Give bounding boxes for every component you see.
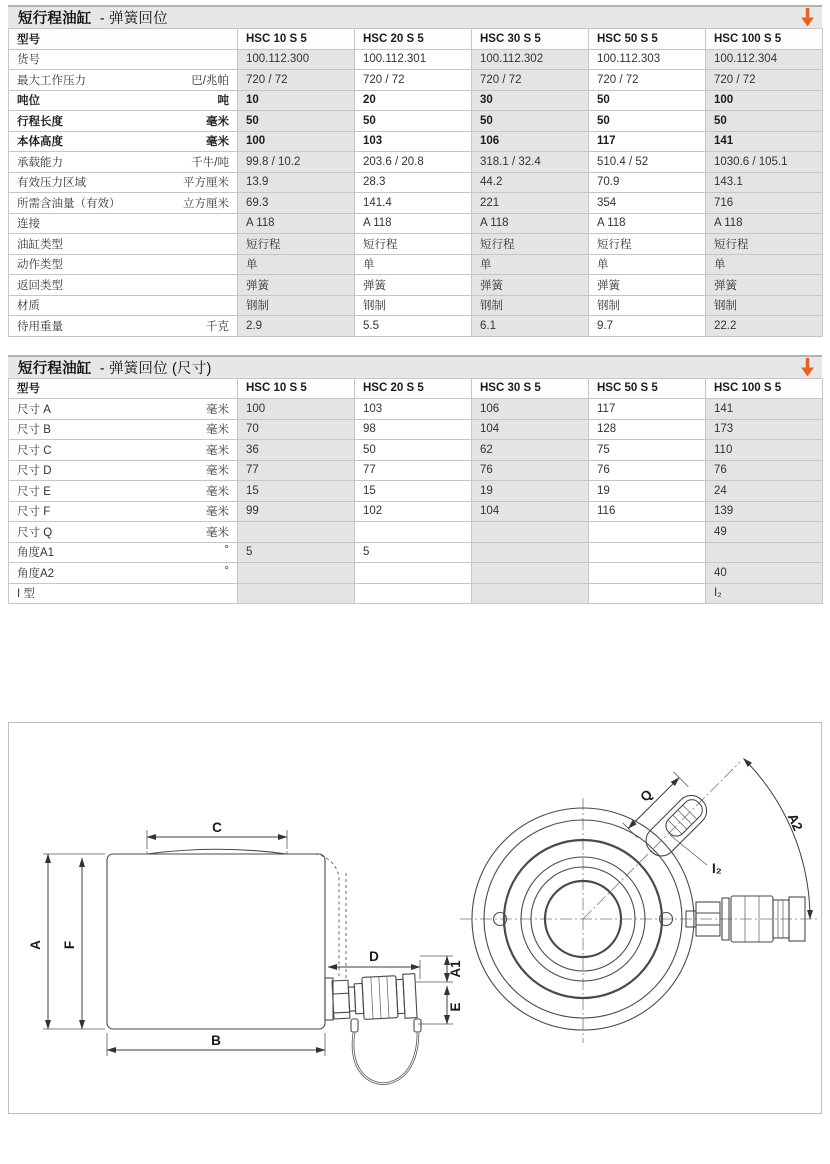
row-unit: ° <box>224 544 229 557</box>
row-label: 有效压力区域 <box>17 177 86 190</box>
spec-value-cell: 100.112.304 <box>706 49 823 70</box>
section-title <box>18 7 168 28</box>
spec-value-cell: 106 <box>472 131 589 152</box>
row-label-cell <box>9 193 238 214</box>
spec-value-cell: 弹簧 <box>706 275 823 296</box>
table-row <box>9 131 823 152</box>
dim-label-e: E <box>448 1002 463 1012</box>
row-label: 尺寸 F <box>17 506 51 519</box>
table-row <box>9 460 823 481</box>
spec-value-cell: 19 <box>472 481 589 502</box>
row-label-cell <box>9 172 238 193</box>
spec-value-cell: 弹簧 <box>589 275 706 296</box>
spec-value-cell: 49 <box>706 522 823 543</box>
spec-value-cell <box>238 563 355 584</box>
row-label-cell <box>9 563 238 584</box>
spec-value-cell: 100 <box>238 399 355 420</box>
row-label: 尺寸 Q <box>17 526 53 539</box>
dim-label-a2: A2 <box>784 811 806 834</box>
model-header-cell: HSC 50 S 5 <box>589 29 706 50</box>
row-label: 材质 <box>17 300 40 313</box>
spec-value-cell: 24 <box>706 481 823 502</box>
dim-label-f: F <box>62 940 77 950</box>
row-label: 货号 <box>17 54 40 67</box>
row-label-cell <box>9 522 238 543</box>
table-row <box>9 563 823 584</box>
section-title-main: 短行程油缸 <box>18 11 92 27</box>
cylinder-drawing-svg <box>9 723 821 1113</box>
technical-drawing <box>8 722 822 1114</box>
spec-value-cell: 100 <box>706 90 823 111</box>
row-label-cell <box>9 542 238 563</box>
row-header-label: 型号 <box>17 33 40 46</box>
spec-value-cell: 单 <box>238 254 355 275</box>
spec-value-cell: 77 <box>238 460 355 481</box>
table-row <box>9 152 823 173</box>
table-row <box>9 275 823 296</box>
row-label: I 型 <box>17 588 35 601</box>
spec-value-cell: 钢制 <box>589 295 706 316</box>
dim-label-d: D <box>369 949 379 964</box>
table-row <box>9 193 823 214</box>
model-header-cell: HSC 20 S 5 <box>355 29 472 50</box>
spec-value-cell: 5 <box>238 542 355 563</box>
row-label-cell <box>9 460 238 481</box>
section-title <box>18 357 211 378</box>
table-row <box>9 234 823 255</box>
section-title-bar <box>8 355 822 378</box>
spec-value-cell: 短行程 <box>238 234 355 255</box>
spec-value-cell: 1030.6 / 105.1 <box>706 152 823 173</box>
spec-value-cell: 弹簧 <box>238 275 355 296</box>
row-label-cell <box>9 131 238 152</box>
spec-value-cell: 50 <box>355 440 472 461</box>
row-unit: 毫米 <box>206 115 229 128</box>
row-unit: 毫米 <box>206 444 229 457</box>
spec-value-cell <box>589 542 706 563</box>
spec-value-cell: 104 <box>472 501 589 522</box>
spec-value-cell: 75 <box>589 440 706 461</box>
row-label: 尺寸 B <box>17 424 51 437</box>
section-title-main: 短行程油缸 <box>18 360 92 377</box>
row-label-cell <box>9 254 238 275</box>
model-header-cell: HSC 100 S 5 <box>706 29 823 50</box>
row-label: 最大工作压力 <box>17 74 86 87</box>
row-unit: 毫米 <box>206 136 229 149</box>
table-row <box>9 419 823 440</box>
spec-value-cell <box>589 583 706 604</box>
spec-value-cell: 117 <box>589 399 706 420</box>
spec-value-cell: 36 <box>238 440 355 461</box>
row-label-cell <box>9 295 238 316</box>
row-unit: 毫米 <box>206 506 229 519</box>
row-label: 返回类型 <box>17 279 63 292</box>
row-unit: 平方厘米 <box>183 177 229 190</box>
row-label: 尺寸 D <box>17 465 52 478</box>
spec-value-cell: 弹簧 <box>355 275 472 296</box>
spec-value-cell: A 118 <box>589 213 706 234</box>
row-header-label: 型号 <box>17 383 40 396</box>
spec-value-cell: 720 / 72 <box>238 70 355 91</box>
spec-value-cell: 短行程 <box>355 234 472 255</box>
spec-value-cell: 77 <box>355 460 472 481</box>
spec-value-cell: 100.112.301 <box>355 49 472 70</box>
spec-value-cell <box>355 563 472 584</box>
model-header-cell: HSC 30 S 5 <box>472 378 589 399</box>
row-label-cell <box>9 419 238 440</box>
spec-value-cell: 20 <box>355 90 472 111</box>
row-label-cell <box>9 501 238 522</box>
spec-value-cell: 短行程 <box>472 234 589 255</box>
spec-value-cell: 203.6 / 20.8 <box>355 152 472 173</box>
spec-value-cell: 钢制 <box>238 295 355 316</box>
spec-value-cell: 短行程 <box>589 234 706 255</box>
side-view <box>28 820 463 1084</box>
spec-value-cell: 100 <box>238 131 355 152</box>
spec-value-cell: 2.9 <box>238 316 355 337</box>
row-label-cell <box>9 152 238 173</box>
spec-value-cell: 50 <box>589 111 706 132</box>
model-header-cell: HSC 30 S 5 <box>472 29 589 50</box>
spec-value-cell: 720 / 72 <box>355 70 472 91</box>
row-label: 角度A2 <box>17 567 55 580</box>
spec-value-cell: 69.3 <box>238 193 355 214</box>
spec-value-cell: 单 <box>706 254 823 275</box>
spec-value-cell: 短行程 <box>706 234 823 255</box>
dim-label-a1: A1 <box>448 960 463 978</box>
spec-value-cell: 钢制 <box>355 295 472 316</box>
spec-value-cell: 单 <box>589 254 706 275</box>
row-header-label-cell <box>9 29 238 50</box>
spec-table-spring-return <box>8 28 823 337</box>
row-unit: 巴/兆帕 <box>191 74 229 87</box>
spec-value-cell <box>472 563 589 584</box>
row-label-cell <box>9 481 238 502</box>
spec-value-cell: 10 <box>238 90 355 111</box>
row-unit: ° <box>224 564 229 577</box>
spec-value-cell: 116 <box>589 501 706 522</box>
spec-value-cell: 117 <box>589 131 706 152</box>
row-label: 连接 <box>17 218 40 231</box>
spec-value-cell: 钢制 <box>706 295 823 316</box>
spec-value-cell <box>472 583 589 604</box>
spec-value-cell: 22.2 <box>706 316 823 337</box>
section-title-bar <box>8 5 822 28</box>
row-unit: 毫米 <box>206 485 229 498</box>
spec-value-cell: 221 <box>472 193 589 214</box>
table-row <box>9 172 823 193</box>
table-row <box>9 399 823 420</box>
table-row <box>9 440 823 461</box>
spec-value-cell: A 118 <box>706 213 823 234</box>
spec-value-cell: 40 <box>706 563 823 584</box>
table-row <box>9 481 823 502</box>
row-label-cell <box>9 440 238 461</box>
table-row <box>9 316 823 337</box>
spec-value-cell: 106 <box>472 399 589 420</box>
row-unit: 千牛/吨 <box>191 156 229 169</box>
table-row <box>9 254 823 275</box>
spec-value-cell: 110 <box>706 440 823 461</box>
spec-value-cell: I₂ <box>706 583 823 604</box>
model-header-cell: HSC 10 S 5 <box>238 29 355 50</box>
row-label: 行程长度 <box>17 115 63 128</box>
spec-value-cell <box>589 522 706 543</box>
spec-value-cell: 99 <box>238 501 355 522</box>
spec-value-cell: 50 <box>589 90 706 111</box>
spec-value-cell: A 118 <box>238 213 355 234</box>
spec-value-cell <box>589 563 706 584</box>
spec-value-cell: 50 <box>238 111 355 132</box>
spec-value-cell: 141 <box>706 399 823 420</box>
side-coupler <box>332 974 417 1022</box>
table-row <box>9 295 823 316</box>
spec-value-cell: 19 <box>589 481 706 502</box>
spec-value-cell: 70.9 <box>589 172 706 193</box>
table-row <box>9 501 823 522</box>
spec-value-cell: 50 <box>706 111 823 132</box>
spec-value-cell: 100.112.302 <box>472 49 589 70</box>
spec-value-cell: 6.1 <box>472 316 589 337</box>
spec-value-cell: 15 <box>238 481 355 502</box>
model-header-cell: HSC 20 S 5 <box>355 378 472 399</box>
dim-label-b: B <box>211 1033 221 1048</box>
spec-value-cell: 510.4 / 52 <box>589 152 706 173</box>
row-label: 油缸类型 <box>17 238 63 251</box>
section-title-sub: - 弹簧回位 <box>99 11 168 27</box>
spec-value-cell: 354 <box>589 193 706 214</box>
model-header-cell: HSC 100 S 5 <box>706 378 823 399</box>
table-row <box>9 583 823 604</box>
spec-value-cell: 62 <box>472 440 589 461</box>
spec-value-cell <box>472 542 589 563</box>
spec-value-cell: 50 <box>355 111 472 132</box>
row-label-cell <box>9 213 238 234</box>
spec-value-cell <box>355 583 472 604</box>
spec-value-cell <box>355 522 472 543</box>
spec-value-cell: 76 <box>589 460 706 481</box>
row-label: 尺寸 E <box>17 485 51 498</box>
row-label: 角度A1 <box>17 547 55 560</box>
down-arrow-icon[interactable] <box>799 7 816 28</box>
row-unit: 千克 <box>206 320 229 333</box>
row-label: 尺寸 C <box>17 444 52 457</box>
row-header-label-cell <box>9 378 238 399</box>
spec-value-cell: 100.112.303 <box>589 49 706 70</box>
spec-value-cell: 318.1 / 32.4 <box>472 152 589 173</box>
spec-value-cell <box>238 583 355 604</box>
spec-value-cell: 钢制 <box>472 295 589 316</box>
spec-value-cell: 9.7 <box>589 316 706 337</box>
spec-value-cell: 103 <box>355 131 472 152</box>
row-label-cell <box>9 234 238 255</box>
spec-value-cell: 103 <box>355 399 472 420</box>
spec-value-cell: 139 <box>706 501 823 522</box>
spec-value-cell: A 118 <box>355 213 472 234</box>
row-label-cell <box>9 49 238 70</box>
spec-value-cell: 720 / 72 <box>589 70 706 91</box>
spec-value-cell: 76 <box>706 460 823 481</box>
row-label: 动作类型 <box>17 259 63 272</box>
spec-value-cell <box>238 522 355 543</box>
row-label-cell <box>9 583 238 604</box>
spec-value-cell: 单 <box>355 254 472 275</box>
spec-value-cell <box>706 542 823 563</box>
top-view <box>460 759 818 1044</box>
table-row <box>9 90 823 111</box>
spec-value-cell: 141 <box>706 131 823 152</box>
table-row <box>9 522 823 543</box>
spec-value-cell: 99.8 / 10.2 <box>238 152 355 173</box>
down-arrow-icon[interactable] <box>799 357 816 378</box>
spec-value-cell: 102 <box>355 501 472 522</box>
row-label-cell <box>9 111 238 132</box>
row-label-cell <box>9 90 238 111</box>
dim-label-a: A <box>28 940 43 950</box>
row-unit: 毫米 <box>206 403 229 416</box>
spec-value-cell: 716 <box>706 193 823 214</box>
spec-value-cell: 44.2 <box>472 172 589 193</box>
spec-value-cell: 720 / 72 <box>472 70 589 91</box>
spec-value-cell <box>472 522 589 543</box>
row-unit: 毫米 <box>206 465 229 478</box>
table-row <box>9 111 823 132</box>
dim-label-i2: I₂ <box>712 861 722 876</box>
spec-value-cell: 30 <box>472 90 589 111</box>
spec-value-cell: 15 <box>355 481 472 502</box>
spec-value-cell: 13.9 <box>238 172 355 193</box>
row-label: 待用重量 <box>17 320 63 333</box>
row-label: 吨位 <box>17 95 40 108</box>
section-spring-return <box>8 5 822 337</box>
spec-value-cell: 104 <box>472 419 589 440</box>
spec-value-cell: 弹簧 <box>472 275 589 296</box>
row-label-cell <box>9 275 238 296</box>
model-header-row <box>9 29 823 50</box>
model-header-cell: HSC 50 S 5 <box>589 378 706 399</box>
spec-value-cell: 5 <box>355 542 472 563</box>
row-unit: 立方厘米 <box>183 197 229 210</box>
dim-label-q: Q <box>637 786 656 805</box>
row-label-cell <box>9 316 238 337</box>
section-title-sub: - 弹簧回位 (尺寸) <box>99 360 212 377</box>
spec-table-dimensions <box>8 378 823 605</box>
spec-value-cell: 143.1 <box>706 172 823 193</box>
row-label: 承载能力 <box>17 156 63 169</box>
spec-value-cell: 100.112.300 <box>238 49 355 70</box>
spec-value-cell: 141.4 <box>355 193 472 214</box>
table-row <box>9 542 823 563</box>
row-label: 所需含油量（有效） <box>17 197 121 210</box>
lug <box>616 765 713 862</box>
spec-value-cell: 5.5 <box>355 316 472 337</box>
spec-value-cell: 76 <box>472 460 589 481</box>
spec-value-cell: 128 <box>589 419 706 440</box>
spec-value-cell: 98 <box>355 419 472 440</box>
dim-label-c: C <box>212 820 222 835</box>
spec-value-cell: 173 <box>706 419 823 440</box>
spec-value-cell: A 118 <box>472 213 589 234</box>
spec-value-cell: 70 <box>238 419 355 440</box>
table-row <box>9 70 823 91</box>
spec-value-cell: 50 <box>472 111 589 132</box>
row-label: 本体高度 <box>17 136 63 149</box>
row-label-cell <box>9 70 238 91</box>
row-label-cell <box>9 399 238 420</box>
section-dimensions <box>8 355 822 605</box>
row-label: 尺寸 A <box>17 403 51 416</box>
table-row <box>9 49 823 70</box>
spec-value-cell: 28.3 <box>355 172 472 193</box>
spec-value-cell: 720 / 72 <box>706 70 823 91</box>
row-unit: 吨 <box>217 95 229 108</box>
model-header-row <box>9 378 823 399</box>
table-row <box>9 213 823 234</box>
row-unit: 毫米 <box>206 424 229 437</box>
row-unit: 毫米 <box>206 526 229 539</box>
spec-value-cell: 单 <box>472 254 589 275</box>
model-header-cell: HSC 10 S 5 <box>238 378 355 399</box>
